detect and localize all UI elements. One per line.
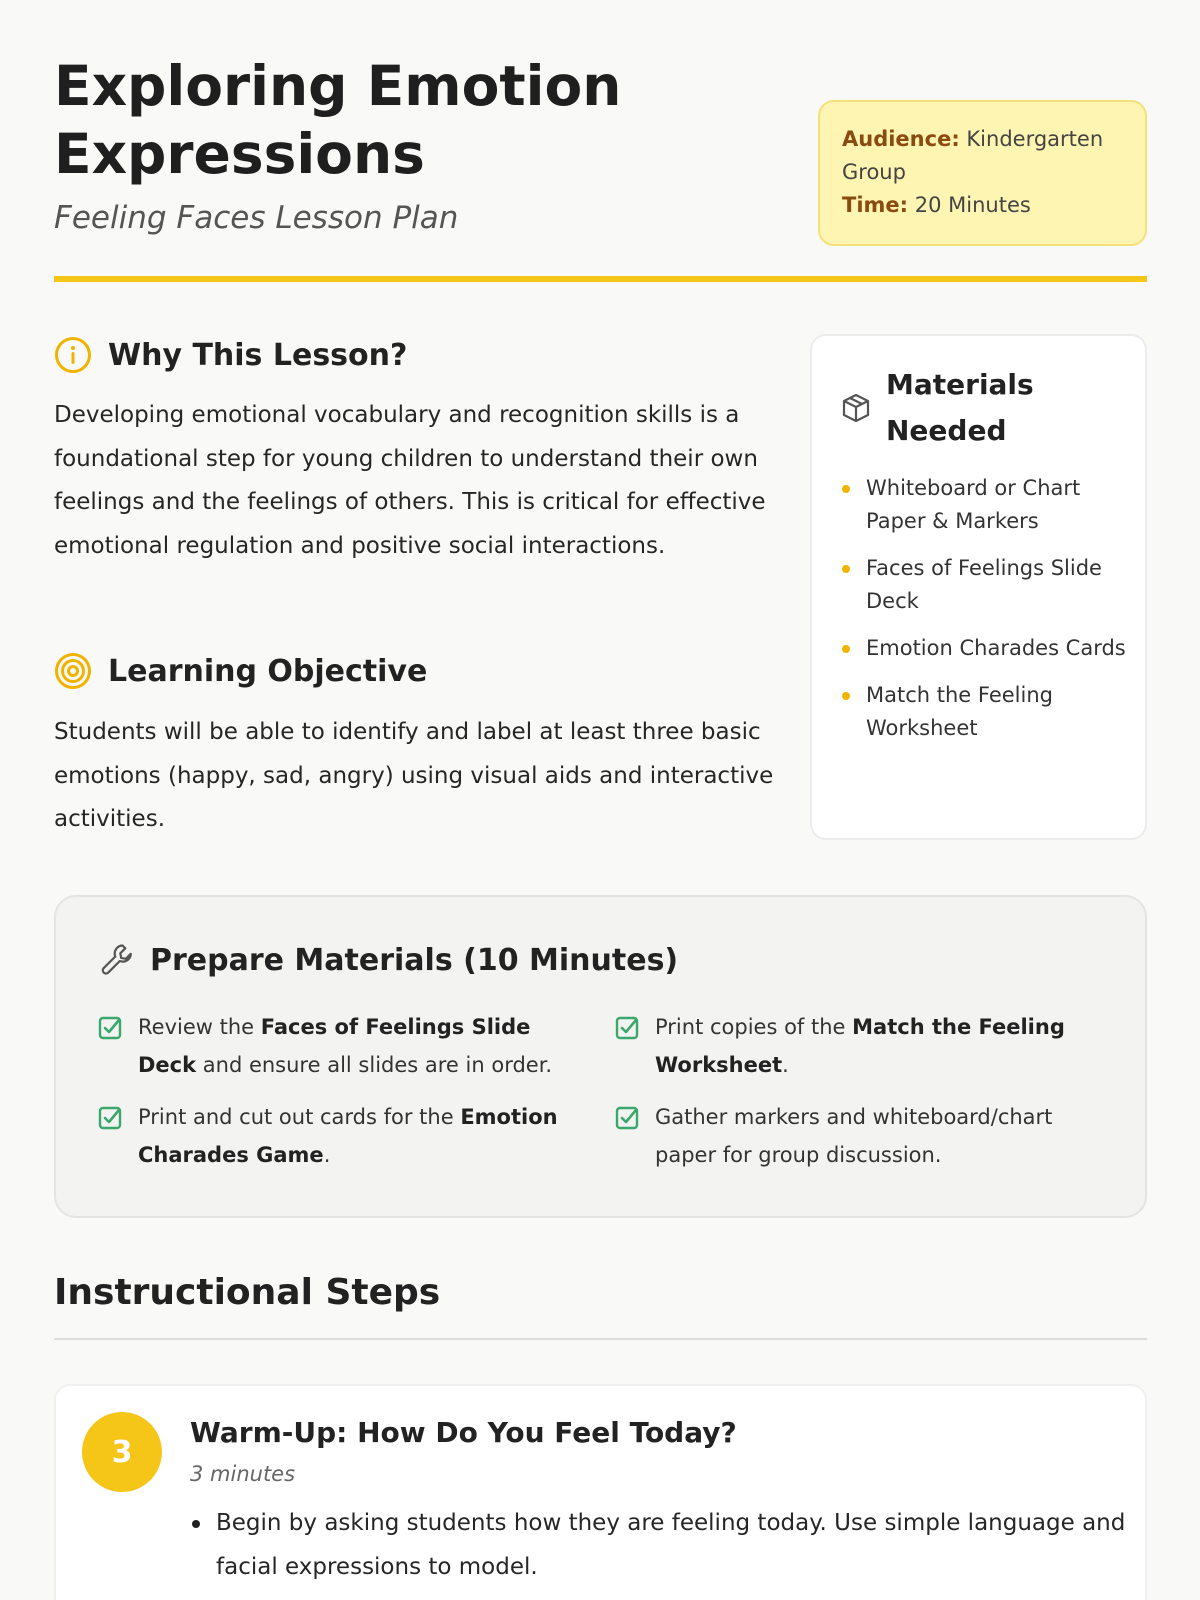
divider [54,1338,1147,1340]
task-text-post: and ensure all slides are in order. [196,1052,553,1077]
info-icon [54,336,92,374]
bullet-dot [842,692,850,700]
task-text-bold: Match the Feeling Worksheet [655,1015,1065,1077]
materials-item [840,632,1130,665]
task-text-pre: Print copies of the [655,1015,853,1039]
step-bullet: Begin by asking students how they are feeling today. Use simple language and facial expressions to model. [190,1502,1130,1589]
why-heading-text: Why This Lesson? [108,337,408,373]
audience-label: Audience: [842,127,960,151]
bullet-dot [842,565,850,573]
bullet-dot [842,645,850,653]
materials-heading [840,362,1036,454]
materials-card [810,334,1147,840]
why-heading [54,336,407,374]
checkbox-checked-icon [98,1016,122,1040]
objective-heading-text: Learning Objective [108,653,428,689]
task-text-bold: Faces of Feelings Slide Deck [138,1015,531,1077]
materials-item-text: Match the Feeling Worksheet [866,683,1053,740]
why-text: Developing emotional vocabulary and recognition skills is a foundational step for young children to understand their own feelings and the feelings of others. This is critical for effective emotional regulation and positive social interactions. [54,402,766,559]
time-label: Time: [842,193,909,217]
prepare-heading [98,941,678,979]
time-value: 20 Minutes [914,193,1031,217]
prep-task [98,1099,568,1174]
materials-item [840,679,1130,745]
prepare-materials-box [54,895,1147,1218]
step-bullets [190,1502,1130,1589]
materials-list [840,472,1130,759]
prep-task [615,1009,1085,1084]
prepare-heading-text: Prepare Materials (10 Minutes) [150,942,679,978]
materials-heading-text: Materials Needed [886,368,1034,447]
bullet-dot [842,485,850,493]
materials-item-text: Whiteboard or Chart Paper & Markers [866,476,1081,533]
lesson-plan-page [54,0,1147,1580]
checkbox-checked-icon [615,1016,639,1040]
step-duration: 3 minutes [190,1462,296,1486]
task-text-bold: Emotion Charades Game [138,1105,558,1167]
prep-task [98,1009,568,1084]
materials-item [840,552,1130,618]
audience-value: Kindergarten Group [842,127,1104,184]
lesson-header [54,0,1147,282]
step-number-badge: 3 [82,1412,162,1492]
steps-heading: Instructional Steps [54,1272,441,1313]
task-text-pre: Review the [138,1015,261,1039]
materials-item-text: Faces of Feelings Slide Deck [866,556,1102,613]
materials-item [840,472,1130,538]
materials-item-text: Emotion Charades Cards [866,636,1126,660]
task-text-pre: Print and cut out cards for the [138,1105,461,1129]
box-icon [840,392,872,424]
objective-heading [54,652,427,690]
task-text-post: . [323,1142,331,1167]
page-subtitle: Feeling Faces Lesson Plan [54,200,459,236]
objective-text: Students will be able to identify and label at least three basic emotions (happy, sad, angry) using visual aids and interactive activities. [54,719,774,832]
step-title: Warm-Up: How Do You Feel Today? [190,1416,737,1449]
page-title: Exploring Emotion Expressions [54,54,622,186]
prep-task [615,1099,1085,1174]
task-text-post: . [782,1052,789,1077]
step-card [54,1384,1147,1600]
target-icon [54,652,92,690]
checkbox-checked-icon [98,1106,122,1130]
wrench-icon [98,941,136,979]
audience-line [842,123,1123,189]
checkbox-checked-icon [615,1106,639,1130]
task-text-pre: Gather markers and whiteboard/chart paper for group discussion. [655,1105,1053,1167]
audience-time-box [818,100,1147,246]
time-line [842,189,1123,222]
